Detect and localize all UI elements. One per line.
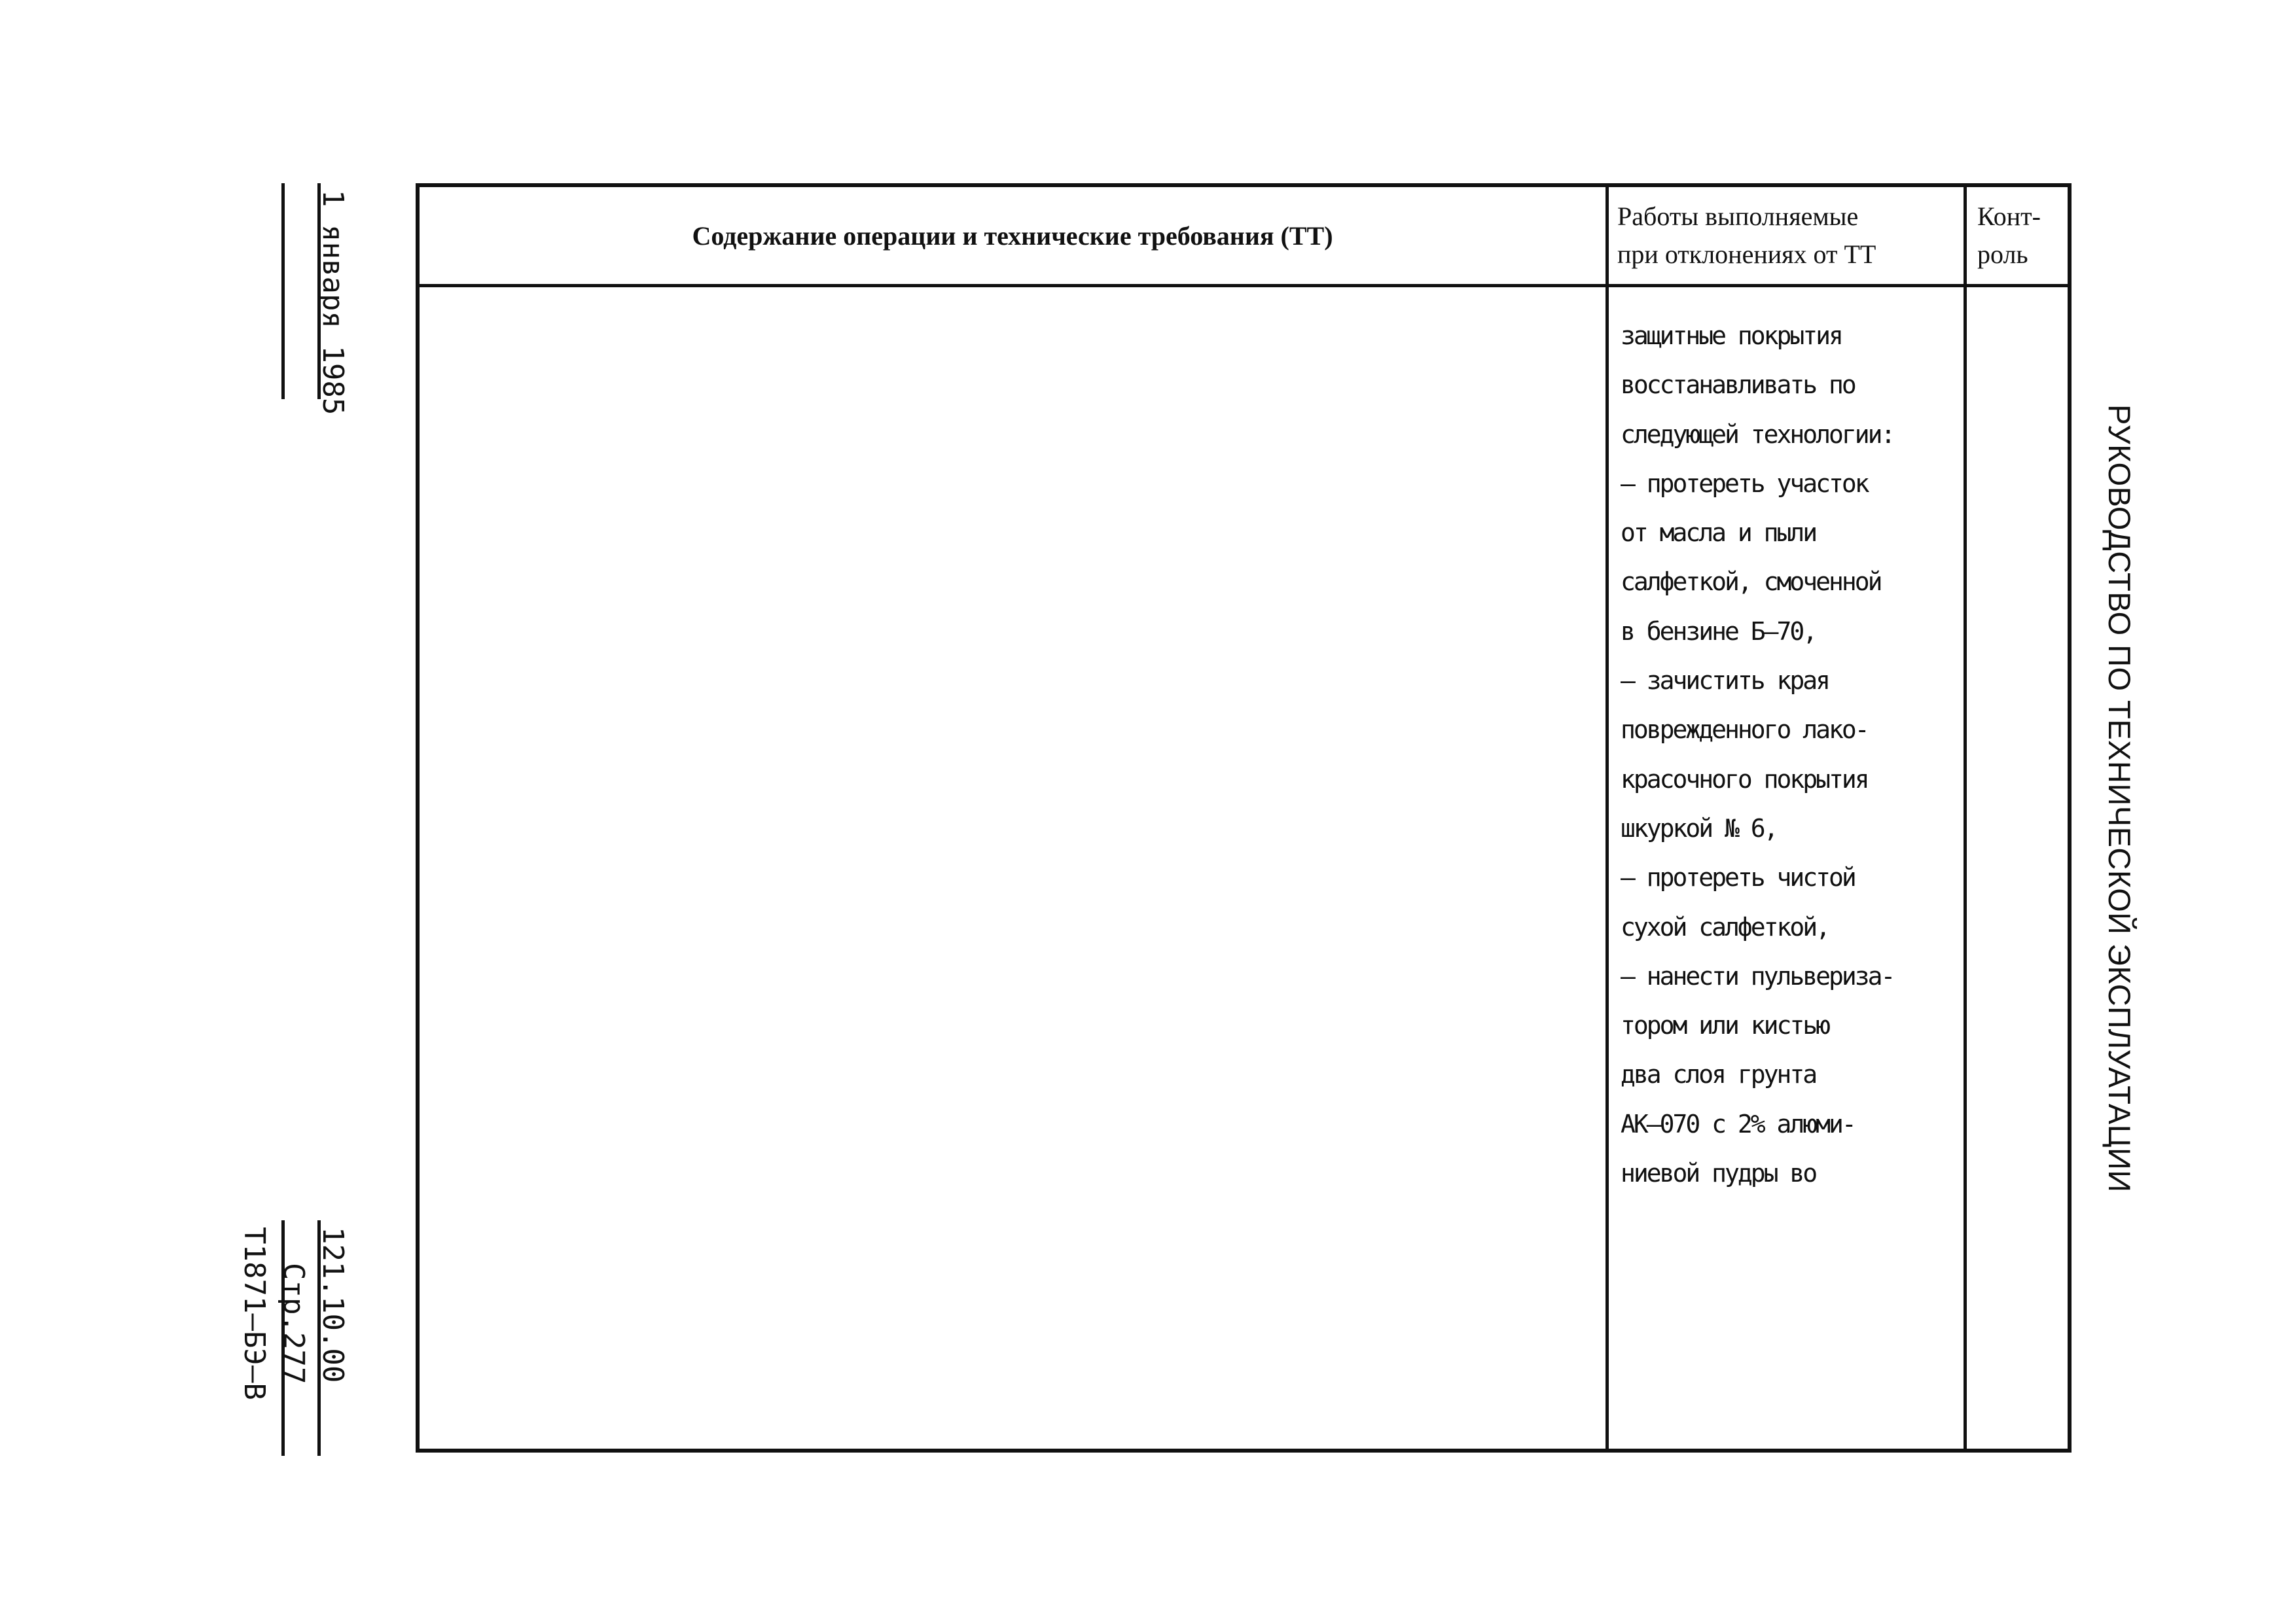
- deviation-line: – зачистить края: [1621, 666, 1829, 696]
- deviation-line: – нанести пульвериза-: [1621, 961, 1894, 991]
- deviation-line: – протереть участок: [1621, 468, 1868, 498]
- header-deviation-line-2: при отклонениях от ТТ: [1617, 239, 1876, 269]
- operation-table: [416, 183, 2072, 1453]
- deviation-line: следующей технологии:: [1621, 419, 1894, 449]
- deviation-works-text: [1621, 311, 1961, 1198]
- header-deviation-line-1: Работы выполняемые: [1617, 202, 1859, 231]
- column-divider-2: [1964, 187, 1967, 1449]
- deviation-line: красочного покрытия: [1621, 764, 1868, 794]
- section-code: 121.10.00: [316, 1227, 350, 1383]
- header-divider: [420, 284, 2068, 287]
- header-control-line-2: роль: [1977, 239, 2028, 269]
- deviation-line: ниевой пудры во: [1621, 1159, 1816, 1188]
- page-number: Стр.277: [277, 1263, 310, 1385]
- header-operation-content-label: Содержание операции и технические требования (ТТ): [692, 221, 1333, 251]
- manual-title: РУКОВОДСТВО ПО ТЕХНИЧЕСКОЙ ЭКСПЛУАТАЦИИ: [2102, 404, 2137, 1193]
- document-number: Т1871–БЭ–В: [238, 1227, 271, 1400]
- deviation-line: два слоя грунта: [1621, 1060, 1816, 1089]
- header-operation-content: [420, 187, 1605, 284]
- header-control: [1977, 187, 2069, 284]
- header-control-line-1: Конт-: [1977, 202, 2041, 231]
- deviation-line: поврежденного лако-: [1621, 715, 1868, 745]
- date-stamp-rule-left: [281, 183, 285, 399]
- deviation-line: шкуркой № 6,: [1621, 813, 1777, 843]
- deviation-line: защитные покрытия: [1621, 321, 1842, 350]
- deviation-line: – протереть чистой: [1621, 863, 1855, 892]
- deviation-line: восстанавливать по: [1621, 370, 1855, 400]
- column-divider-1: [1605, 187, 1609, 1449]
- deviation-line: в бензине Б–70,: [1621, 616, 1816, 646]
- deviation-line: от масла и пыли: [1621, 518, 1816, 548]
- header-deviation-works: [1617, 187, 1958, 284]
- deviation-line: тором или кистью: [1621, 1011, 1829, 1040]
- deviation-line: сухой салфеткой,: [1621, 912, 1829, 942]
- date-stamp: 1 января 1985: [316, 190, 350, 415]
- deviation-line: АК–070 с 2% алюми-: [1621, 1109, 1855, 1139]
- deviation-line: салфеткой, смоченной: [1621, 567, 1881, 597]
